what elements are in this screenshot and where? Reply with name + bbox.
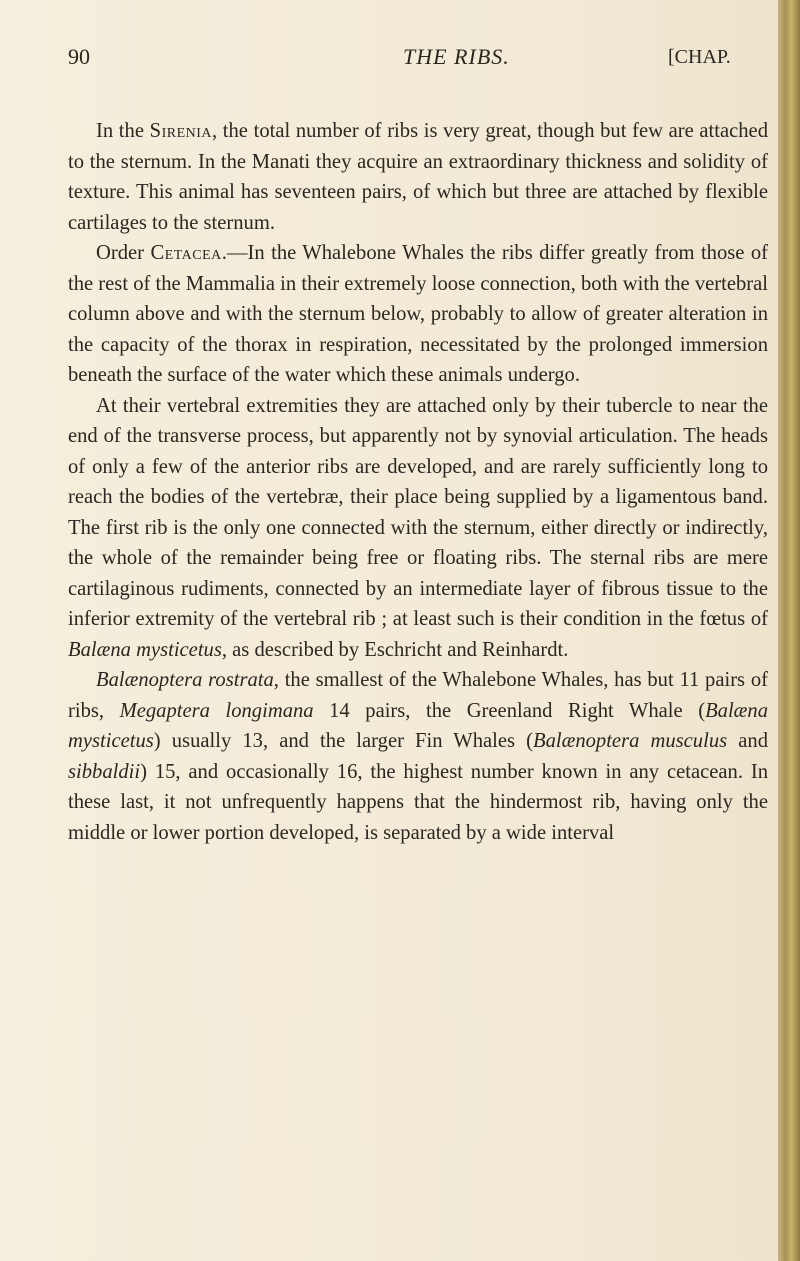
species-name: Balæna mysticetus — [68, 638, 222, 661]
text-run: ) usually 13, and the larger Fin Whales ( — [153, 730, 533, 752]
species-name: Balæna mysticetus — [68, 699, 769, 752]
text-run: In the — [96, 120, 150, 142]
text-run: 14 pairs, the Greenland Right Whale ( — [313, 699, 706, 722]
text-run: , as described by Eschricht and Reinhardt. — [221, 638, 569, 661]
paragraph-sirenia — [68, 116, 768, 238]
text-run: ) 15, and occasionally 16, the highest number known in any cetacean. In these last, it not unfrequently happens that the hindermost rib, having only the middle or lower portion developed, is separated by a wide interval — [68, 760, 768, 844]
page-number: 90 — [68, 44, 90, 69]
page-header — [68, 40, 768, 80]
text-run: , the smallest of the Whalebone Whales, has but 11 pairs of ribs, — [68, 669, 768, 722]
text-run: Order — [96, 242, 151, 264]
paragraph-vertebral-extremities — [68, 391, 768, 666]
paragraph-rib-counts — [68, 665, 768, 848]
text-run: .—In the Whalebone Whales the ribs differ greatly from those of the rest of the Mammalia in their extremely loose connection, both with the vertebral column above and with the sternum below, probably to allow of greater alteration in the capacity of the thorax in respiration, necessitated by the prolonged immersion beneath the surface of the water which these animals undergo. — [68, 242, 768, 386]
paragraph-cetacea — [68, 238, 768, 391]
species-name: Balænoptera rostrata — [96, 669, 274, 691]
term-cetacea: Cetacea — [150, 242, 222, 264]
term-sirenia: Sirenia — [149, 120, 212, 142]
page-edge — [778, 0, 800, 1261]
body-text — [68, 116, 768, 848]
text-run: and — [727, 730, 768, 752]
text-run: At their vertebral extremities they are attached only by their tubercle to near the end of the transverse process, but apparently not by synovial articulation. The heads of only a few of the anterior ribs are developed, and are rarely sufficiently long to reach the bodies of the vertebræ, their place being supplied by a ligamentous band. The first rib is the only one connected with the sternum, either directly or indirectly, the whole of the remainder being free or floating ribs. The sternal ribs are mere cartilaginous rudiments, connected by an intermediate layer of fibrous tissue to the inferior extremity of the vertebral rib ; at least such is their condition in the fœtus of — [68, 394, 768, 630]
species-name: Megaptera longimana — [119, 699, 314, 722]
chapter-label: [CHAP. — [668, 46, 731, 68]
text-run: , the total number of ribs is very great, though but few are attached to the sternum. In the Manati they acquire an extraordinary thickness and solidity of texture. This animal has seventeen pairs, of which but three are attached by flexible cartilages to the sternum. — [68, 120, 768, 234]
species-name: Balænoptera musculus — [532, 730, 728, 752]
species-name: sibbaldii — [68, 760, 141, 783]
running-title: THE RIBS. — [403, 44, 510, 69]
